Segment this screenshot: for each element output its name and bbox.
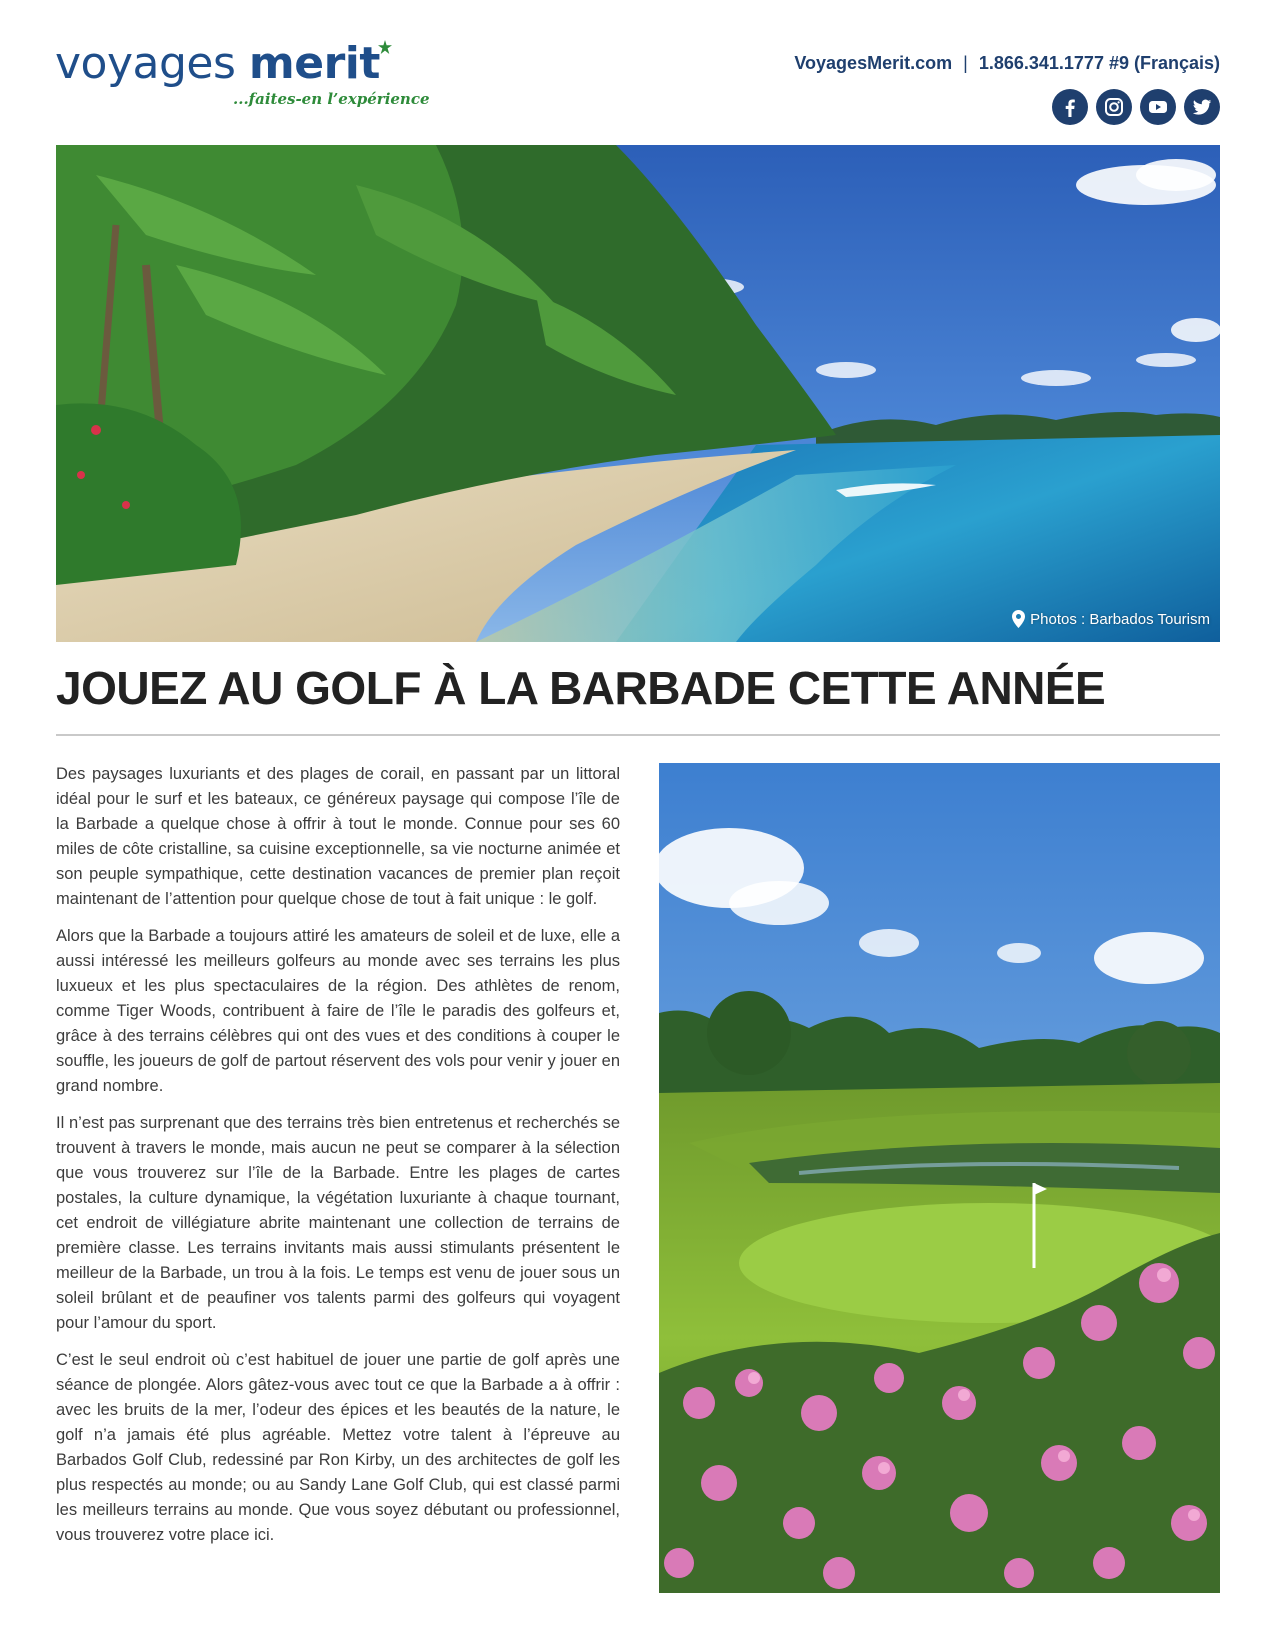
beach-scene-illustration — [56, 145, 1220, 642]
hero-beach-photo — [56, 145, 1220, 642]
facebook-icon[interactable] — [1052, 89, 1088, 125]
photo-credit — [1011, 610, 1210, 628]
paragraph: Il n’est pas surprenant que des terrains très bien entretenus et recherchés se trouvent à travers le monde, mais aucun ne peut se comparer à la sélection que vous trouverez sur l’île de la Barbade. Entre les plages de cartes postales, la culture dynamique, la végétation luxuriante à chaque tournant, cet endroit de villégiature abrite maintenant une collection de terrains de première classe. Les terrains invitants mais aussi stimulants présentent le meilleur de la Barbade, un trou à la fois. Le temps est venu de jouer sous un soleil brûlant et de peaufiner vos talents parmi des golfeurs qui voyagent pour l’amour du sport. — [56, 1114, 620, 1332]
logo-tagline: ...faites-en l’expérience — [233, 90, 430, 108]
contact-line — [794, 53, 1220, 74]
article-title: JOUEZ AU GOLF À LA BARBADE CETTE ANNÉE — [56, 662, 1106, 714]
instagram-icon[interactable] — [1096, 89, 1132, 125]
paragraph: C’est le seul endroit où c’est habituel de jouer une partie de golf après une séance de plongée. Alors gâtez-vous avec tout ce que la Barbade a à offrir : avec les bruits de la mer, l’odeur des épices et les beautés de la nature, le golf n’a jamais été plus agréable. Mettez votre talent à l’épreuve au Barbados Golf Club, redessiné par Ron Kirby, un des architectes de golf les plus respectés au monde; ou au Sandy Lane Golf Club, qui est classé parmi les meilleurs terrains au monde. Que vous soyez débutant ou professionnel, vous trouverez votre place ici. — [56, 1351, 620, 1544]
social-links — [1052, 89, 1220, 125]
paragraph: Alors que la Barbade a toujours attiré les amateurs de soleil et de luxe, elle a aussi intéressé les meilleurs golfeurs au monde avec ses terrains les plus luxueux et les plus spectaculaires de la région. Des athlètes de renom, comme Tiger Woods, contribuent à faire de l’île le paradis des golfeurs et, grâce à des terrains célèbres qui ont des vues et des conditions à couper le souffle, les joueurs de golf de partout réservent des vols pour venir y jouer en grand nombre. — [56, 927, 620, 1095]
golf-course-photo — [659, 763, 1220, 1593]
golf-scene-illustration — [659, 763, 1220, 1593]
youtube-icon[interactable] — [1140, 89, 1176, 125]
logo-wordmark — [55, 38, 380, 90]
website-link[interactable]: VoyagesMerit.com — [794, 53, 953, 73]
photo-credit-text: Photos : Barbados Tourism — [1030, 610, 1210, 628]
location-pin-icon — [1011, 610, 1026, 628]
logo-brand: merit — [248, 38, 380, 89]
logo-word: voyages — [55, 38, 236, 89]
twitter-icon[interactable] — [1184, 89, 1220, 125]
logo-star-icon — [378, 40, 392, 54]
contact-separator: | — [963, 53, 968, 73]
voyages-merit-logo[interactable] — [55, 38, 435, 113]
article-body — [56, 762, 620, 1560]
paragraph: Des paysages luxuriants et des plages de corail, en passant par un littoral idéal pour le surf et les bateaux, ce généreux paysage qui compose l’île de la Barbade a quelque chose à offrir à tout le monde. Connue pour ses 60 miles de côte cristalline, sa cuisine exceptionnelle, sa vie nocturne animée et son peuple sympathique, cette destination vacances de premier plan reçoit maintenant de l’attention pour quelque chose de tout à fait unique : le golf. — [56, 765, 620, 908]
title-divider — [56, 734, 1220, 736]
phone-number[interactable]: 1.866.341.1777 #9 (Français) — [978, 53, 1220, 73]
